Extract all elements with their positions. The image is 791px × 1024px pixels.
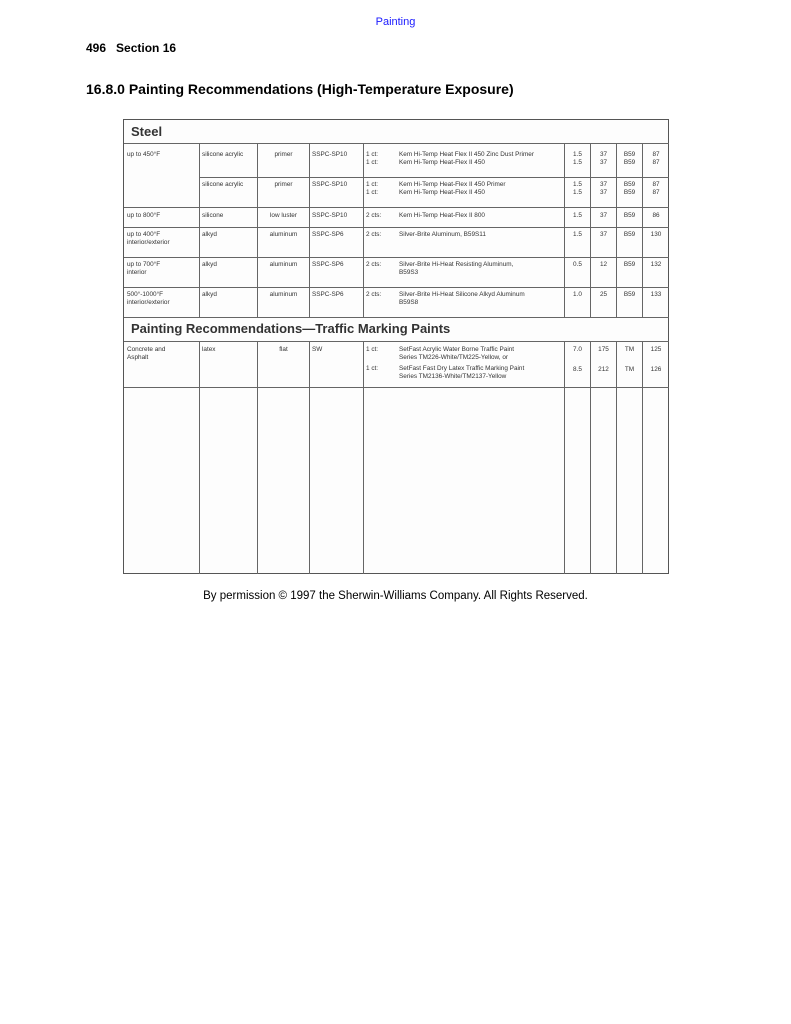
product-cell: Silver-Brite Hi-Heat Resisting Aluminum, B59S3 <box>399 261 514 276</box>
coats-cell: 1 ct: <box>366 365 379 372</box>
product-cell: Kem Hi-Temp Heat Flex II 450 Zinc Dust Primer Kem Hi-Temp Heat-Flex II 450 <box>399 151 534 166</box>
traffic-title: Painting Recommendations—Traffic Marking Paints <box>131 321 451 336</box>
page-cell: 126 <box>650 366 662 373</box>
finish-cell: aluminum <box>269 231 298 238</box>
page-cell: 132 <box>650 261 662 268</box>
permission-caption: By permission © 1997 the Sherwin-Williams Company. All Rights Reserved. <box>203 590 588 602</box>
prep-cell: SSPC-SP6 <box>312 291 344 298</box>
page-number: 496 <box>86 41 107 55</box>
temp-cell: up to 450°F <box>127 151 161 158</box>
coats-cell: 2 cts: <box>366 212 382 219</box>
generic-cell: alkyd <box>202 291 217 298</box>
page-cell: 130 <box>650 231 662 238</box>
page-cell: 87 87 <box>652 151 660 166</box>
temp-cell: up to 400°F interior/exterior <box>127 231 170 246</box>
prep-cell: SW <box>312 346 323 353</box>
dft-cell: 1.0 <box>573 291 582 298</box>
code-cell: B59 <box>623 291 636 298</box>
code-cell: B59 <box>623 261 636 268</box>
page-header <box>86 41 176 55</box>
section-label: Section 16 <box>116 41 177 55</box>
product-cell: Silver-Brite Aluminum, B59S11 <box>399 231 486 238</box>
table-rule <box>124 143 669 144</box>
page-cell: 133 <box>650 291 662 298</box>
finish-cell: primer <box>274 181 293 188</box>
table-rule <box>124 227 669 228</box>
generic-cell: alkyd <box>202 231 217 238</box>
dft-cell: 1.5 1.5 <box>573 181 582 196</box>
coats-cell: 2 cts: <box>366 261 382 268</box>
table-rule <box>124 317 669 318</box>
code-cell: B59 B59 <box>623 151 636 166</box>
finish-cell: low luster <box>270 212 297 219</box>
microns-cell: 37 37 <box>599 181 608 196</box>
prep-cell: SSPC-SP6 <box>312 261 344 268</box>
microns-cell: 37 <box>599 231 608 238</box>
code-cell: B59 B59 <box>623 181 636 196</box>
generic-cell: alkyd <box>202 261 217 268</box>
section-heading: 16.8.0 Painting Recommendations (High-Temperature Exposure) <box>86 81 514 97</box>
table-rule <box>199 177 669 178</box>
table-rule <box>124 341 669 342</box>
code-cell: TM <box>624 366 635 373</box>
code-cell: B59 <box>623 231 636 238</box>
page-cell: 86 <box>652 212 660 219</box>
product-cell: Kem Hi-Temp Heat-Flex II 800 <box>399 212 485 219</box>
dft-cell: 1.5 1.5 <box>573 151 582 166</box>
temp-cell: up to 800°F <box>127 212 161 219</box>
dft-cell: 1.5 <box>573 212 582 219</box>
finish-cell: primer <box>274 151 293 158</box>
temp-cell: 500°-1000°F interior/exterior <box>127 291 170 306</box>
table-rule <box>124 257 669 258</box>
painting-table-image <box>123 119 669 574</box>
generic-cell: silicone acrylic <box>202 181 244 188</box>
dft-cell: 0.5 <box>573 261 582 268</box>
microns-cell: 37 <box>599 212 608 219</box>
coats-cell: 2 cts: <box>366 231 382 238</box>
page-cell: 125 <box>650 346 662 353</box>
coats-cell: 1 ct: 1 ct: <box>366 151 379 166</box>
finish-cell: aluminum <box>269 291 298 298</box>
temp-cell: up to 700°F interior <box>127 261 161 276</box>
generic-cell: silicone acrylic <box>202 151 244 158</box>
prep-cell: SSPC-SP10 <box>312 181 348 188</box>
microns-cell: 212 <box>598 366 609 373</box>
product-cell: Silver-Brite Hi-Heat Silicone Alkyd Aluminum B59S8 <box>399 291 525 306</box>
microns-cell: 12 <box>599 261 608 268</box>
dft-cell: 8.5 <box>573 366 582 373</box>
table-rule <box>124 287 669 288</box>
table-rule <box>124 387 669 388</box>
prep-cell: SSPC-SP6 <box>312 231 344 238</box>
generic-cell: silicone <box>202 212 224 219</box>
prep-cell: SSPC-SP10 <box>312 151 348 158</box>
top-link-painting[interactable]: Painting <box>375 16 416 28</box>
finish-cell: flat <box>279 346 288 353</box>
page-cell: 87 87 <box>652 181 660 196</box>
steel-title: Steel <box>131 124 163 139</box>
coats-cell: 2 cts: <box>366 291 382 298</box>
prep-cell: SSPC-SP10 <box>312 212 348 219</box>
generic-cell: latex <box>202 346 216 353</box>
surface-cell: Concrete and Asphalt <box>127 346 166 361</box>
product-cell: SetFast Acrylic Water Borne Traffic Paint Series TM226-White/TM225-Yellow, or <box>399 346 515 361</box>
finish-cell: aluminum <box>269 261 298 268</box>
microns-cell: 175 <box>598 346 609 353</box>
dft-cell: 1.5 <box>573 231 582 238</box>
code-cell: B59 <box>623 212 636 219</box>
dft-cell: 7.0 <box>573 346 582 353</box>
product-cell: Kem Hi-Temp Heat-Flex II 450 Primer Kem Hi-Temp Heat-Flex II 450 <box>399 181 506 196</box>
table-rule <box>124 207 669 208</box>
product-cell: SetFast Fast Dry Latex Traffic Marking Paint Series TM2136-White/TM2137-Yellow <box>399 365 525 380</box>
code-cell: TM <box>624 346 635 353</box>
microns-cell: 37 37 <box>599 151 608 166</box>
microns-cell: 25 <box>599 291 608 298</box>
coats-cell: 1 ct: 1 ct: <box>366 181 379 196</box>
coats-cell: 1 ct: <box>366 346 379 353</box>
